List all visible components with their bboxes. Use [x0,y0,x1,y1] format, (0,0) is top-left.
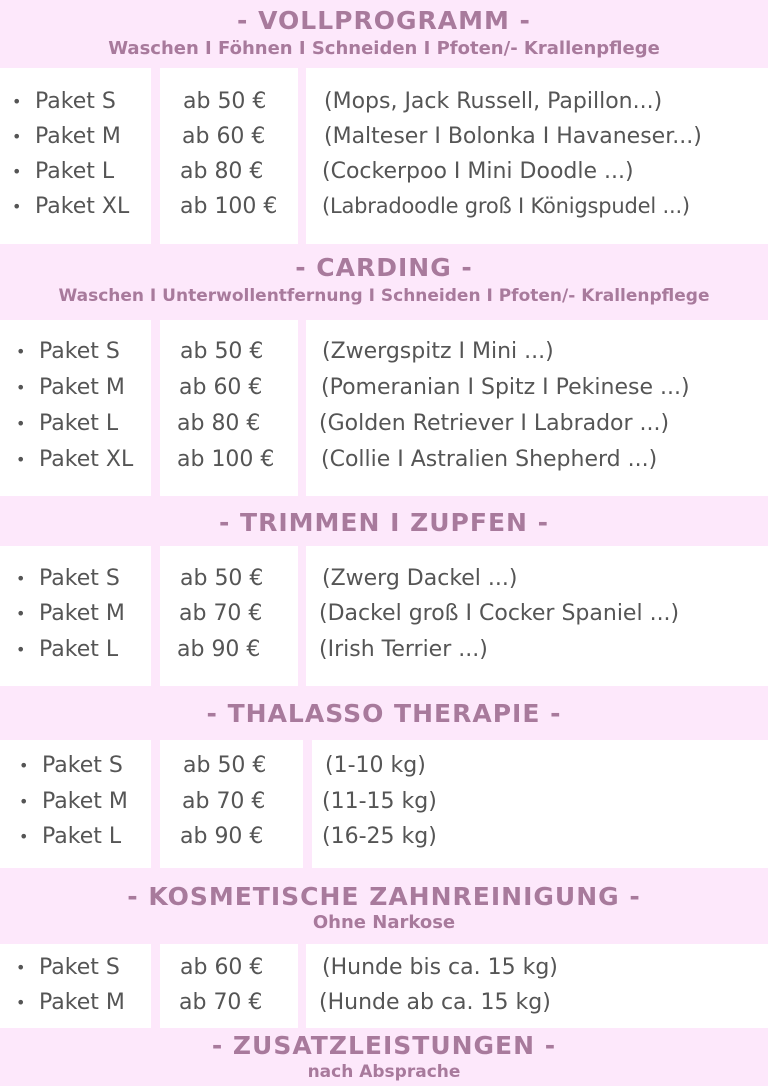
bullet-icon: • [16,569,26,588]
section-header-thalasso [0,699,768,729]
package-price: ab 60 € [179,375,263,400]
package-price: ab 60 € [182,124,266,149]
bullet-icon: • [12,162,22,181]
package-description: (Collie I Astralien Shepherd ...) [321,447,658,472]
package-description: (Hunde ab ca. 15 kg) [319,990,551,1015]
package-price: ab 100 € [177,447,275,472]
package-label: Paket M [35,124,121,149]
bullet-icon: • [16,993,26,1012]
package-price: ab 50 € [180,566,264,591]
price-table-vollprogramm [0,68,768,244]
package-label: Paket XL [35,194,130,219]
package-label: Paket M [42,789,128,814]
table-row [0,406,768,441]
table-row [0,189,768,224]
package-label: Paket S [35,89,116,114]
table-row [0,154,768,189]
section-title: - THALASSO THERAPIE - [206,699,562,728]
section-title: - VOLLPROGRAMM - [237,6,531,35]
section-title: - TRIMMEN I ZUPFEN - [218,508,550,537]
package-description: (11-15 kg) [322,789,437,814]
package-label: Paket L [42,824,122,849]
package-description: (Hunde bis ca. 15 kg) [322,955,558,980]
package-price: ab 50 € [183,89,267,114]
bullet-icon: • [12,127,22,146]
package-label: Paket S [39,955,120,980]
table-row [0,985,768,1020]
package-label: Paket L [39,637,119,662]
package-description: (Irish Terrier ...) [319,637,488,662]
package-price: ab 90 € [177,637,261,662]
bullet-icon: • [16,342,26,361]
section-subtitle: nach Absprache [307,1062,461,1082]
package-label: Paket M [39,990,125,1015]
package-label: Paket L [35,159,115,184]
package-description: (Malteser I Bolonka I Havaneser...) [324,124,702,149]
bullet-icon: • [16,378,26,397]
price-table-carding [0,320,768,496]
bullet-icon: • [16,640,26,659]
section-header-carding [0,253,768,307]
package-label: Paket S [39,566,120,591]
bullet-icon: • [19,756,29,775]
bullet-icon: • [19,827,29,846]
bullet-icon: • [12,197,22,216]
bullet-icon: • [12,92,22,111]
section-header-zusatzleistungen [0,1031,768,1083]
package-label: Paket S [39,339,120,364]
package-price: ab 100 € [180,194,278,219]
package-description: (16-25 kg) [322,824,437,849]
package-price: ab 80 € [180,159,264,184]
package-description: (1-10 kg) [325,753,426,778]
section-subtitle: Waschen I Föhnen I Schneiden I Pfoten/- Krallenpflege [108,38,660,59]
price-table-thalasso [0,740,768,868]
section-header-vollprogramm [0,6,768,60]
table-row [0,119,768,154]
section-title: - KOSMETISCHE ZAHNREINIGUNG - [127,882,641,911]
package-price: ab 50 € [183,753,267,778]
table-row [0,819,768,854]
package-price: ab 70 € [179,601,263,626]
package-description: (Labradoodle groß I Königspudel ...) [322,194,690,218]
section-header-zahnreinigung [0,882,768,934]
table-row [0,442,768,477]
section-title: - CARDING - [295,253,473,282]
section-subtitle: Waschen I Unterwollentfernung I Schneiden I Pfoten/- Krallenpflege [58,286,710,306]
package-description: (Golden Retriever I Labrador ...) [319,411,670,436]
package-price: ab 80 € [177,411,261,436]
package-label: Paket M [39,375,125,400]
table-row [0,784,768,819]
price-table-trimmen [0,546,768,686]
package-description: (Cockerpoo I Mini Doodle ...) [322,159,634,184]
table-row [0,596,768,631]
table-row [0,950,768,985]
section-subtitle: Ohne Narkose [312,912,456,933]
package-price: ab 90 € [180,824,264,849]
bullet-icon: • [19,792,29,811]
package-price: ab 60 € [180,955,264,980]
package-label: Paket M [39,601,125,626]
package-description: (Zwerg Dackel ...) [322,566,518,591]
price-table-zahnreinigung [0,944,768,1028]
package-description: (Zwergspitz I Mini ...) [322,339,554,364]
table-row [0,748,768,783]
package-description: (Dackel groß I Cocker Spaniel ...) [319,601,680,626]
bullet-icon: • [16,958,26,977]
package-label: Paket S [42,753,123,778]
bullet-icon: • [16,414,26,433]
package-label: Paket XL [39,447,134,472]
package-description: (Mops, Jack Russell, Papillon...) [324,89,663,114]
section-header-trimmen [0,508,768,538]
package-label: Paket L [39,411,119,436]
bullet-icon: • [16,450,26,469]
table-row [0,632,768,667]
table-row [0,84,768,119]
table-row [0,334,768,369]
package-price: ab 50 € [180,339,264,364]
package-price: ab 70 € [182,789,266,814]
table-row [0,370,768,405]
bullet-icon: • [16,604,26,623]
section-title: - ZUSATZLEISTUNGEN - [211,1031,557,1060]
table-row [0,561,768,596]
package-price: ab 70 € [179,990,263,1015]
package-description: (Pomeranian I Spitz I Pekinese ...) [321,375,690,400]
